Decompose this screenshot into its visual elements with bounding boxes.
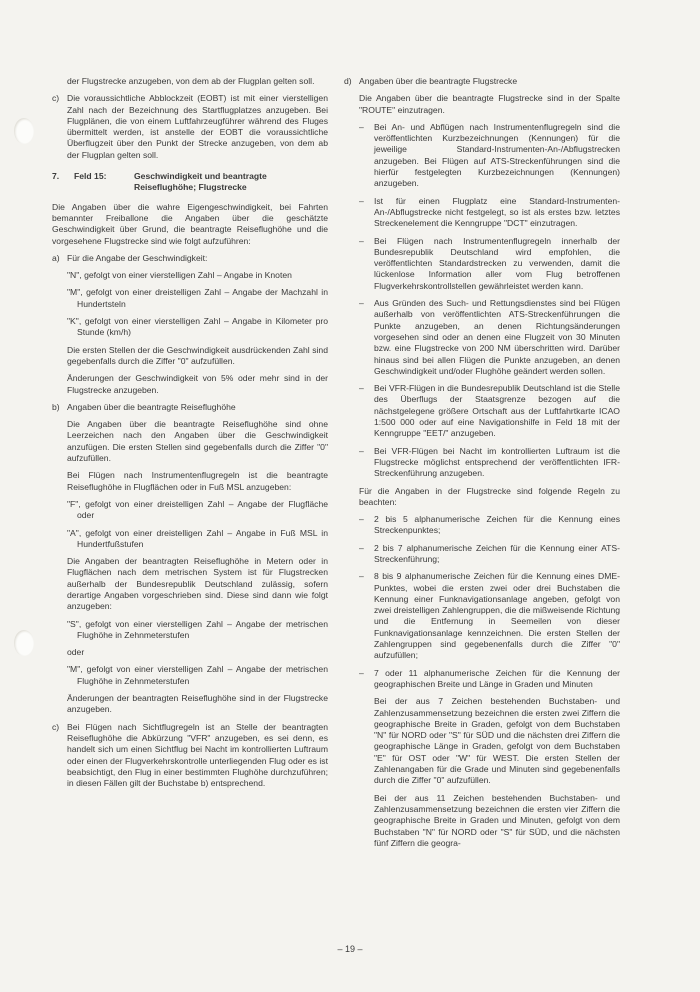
- list-label: c): [52, 721, 60, 732]
- list-item-c: [52, 93, 328, 161]
- bullet-dash: –: [359, 571, 364, 582]
- paragraph: Die Angaben über die beantragte Flugstrecke sind in der Spalte "ROUTE" einzutragen.: [359, 93, 620, 115]
- bullet-text: 7 oder 11 alphanumerische Zeichen für die Kennung der geographischen Breite und Länge in Graden und Minuten: [374, 667, 620, 689]
- bullet-dash: –: [359, 298, 364, 309]
- list-label: d): [344, 76, 352, 86]
- punch-hole: [14, 118, 34, 144]
- bullet-body: [374, 668, 620, 855]
- code-line: "N", gefolgt von einer vierstelligen Zahl – Angabe in Knoten: [67, 270, 292, 281]
- bullet-dash: –: [359, 121, 364, 132]
- paragraph: Für die Angaben in der Flugstrecke sind folgende Regeln zu beachten:: [359, 485, 620, 507]
- bullet-text: Bei Flügen nach Instrumentenflugregeln innerhalb der Bundesrepublik Deutschland wird empfohlen, die veröffentlichten Standardstrecken zu verwenden, damit die lückenlose Information aller vom Flug betroffenen Flugverkehrskontrollstellen gewährleistet werden kann.: [374, 235, 620, 291]
- list-label: b): [52, 401, 60, 412]
- bullet-dash: –: [359, 667, 364, 678]
- bullet-dash: –: [359, 235, 364, 246]
- paragraph: Die Angaben der beantragten Reiseflughöhe in Metern oder in Flugflächen nach dem metrischen System ist für Flugstrecken außerhalb der Bundesrepublik Deutschland zulässig, sofern derartige Angaben vorgeschrieben sind. Diese sind dann wie folgt anzugeben:: [67, 556, 328, 612]
- bullet-dash: –: [359, 383, 364, 394]
- bullet-text: Bei VFR-Flügen bei Nacht im kontrollierten Luftraum ist die Flugstrecke möglichst entsprechend der veröffentlichten IFR-Streckenführung anzugeben.: [374, 445, 620, 479]
- bullet-text: Bei An- und Abflügen nach Instrumentenflugregeln sind die veröffentlichten Kurzbezeichnungen (Kennungen) für die jeweilige Standard-Instrumenten-An-/Abflugstrecken anzugeben. Bei Flügen auf ATS-Streckenführungen sind die hierfür festgelegten Kurzbezeichnungen (Kennungen) anzugeben.: [374, 121, 620, 189]
- code-line: "A", gefolgt von einer dreistelligen Zahl – Angabe in Fuß MSL in Hundertfußstufen: [67, 527, 328, 549]
- list-item-d: [344, 76, 620, 87]
- list-label: a): [52, 252, 60, 263]
- bullet-dash: –: [359, 445, 364, 456]
- code-line: "F", gefolgt von einer dreistelligen Zahl – Angabe der Flugfläche oder: [67, 498, 328, 521]
- bullet-item: [344, 236, 620, 292]
- list-text: Angaben über die beantragte Flugstrecke: [359, 76, 518, 86]
- page-number: – 19 –: [337, 944, 363, 954]
- bullet-text: Ist für einen Flugplatz eine Standard-Instrumenten-An-/Abflugstrecke nicht festgelegt, so ist als erstes bzw. letztes Streckenelement die Kenngruppe "DCT" einzutragen.: [374, 195, 620, 229]
- bullet-item: [344, 514, 620, 537]
- punch-hole: [14, 630, 34, 656]
- list-text: Angaben über die beantragte Reiseflughöhe: [67, 401, 236, 412]
- paragraph: Bei der aus 7 Zeichen bestehenden Buchstaben- und Zahlenzusammensetzung bezeichnen die ersten zwei Ziffern die geographische Breite in Graden, gefolgt von dem Buchstaben "N" für NORD oder "S" für SÜD und die nächsten drei Ziffern die geographische Länge in Graden, gefolgt von dem Buchstaben "E" für OST oder "W" für WEST. Die ersten Stellen der Zahlenangaben für die Grade und Minuten sind gegebenenfalls durch die Ziffer "0" aufzufüllen.: [374, 696, 620, 786]
- bullet-text: 2 bis 7 alphanumerische Zeichen für die Kennung einer ATS-Streckenführung;: [374, 542, 620, 564]
- section-field: Feld 15:: [74, 171, 107, 182]
- paragraph: Die Angaben über die beantragte Reiseflughöhe sind ohne Leerzeichen nach den Angaben über die Geschwindigkeit anzufügen. Die ersten Stellen sind gegebenfalls durch die Ziffer "0" aufzufüllen.: [67, 419, 328, 464]
- bullet-dash: –: [359, 195, 364, 206]
- section-heading: [52, 171, 328, 194]
- paragraph: Bei Flügen nach Instrumentenflugregeln ist die beantragte Reiseflughöhe in Flugflächen oder in Fuß MSL anzugeben:: [67, 470, 328, 492]
- bullet-item: [344, 543, 620, 566]
- code-line: "S", gefolgt von einer vierstelligen Zahl – Angabe der metrischen Flughöhe in Zehnmeterstufen: [67, 618, 328, 640]
- bullet-item: [344, 298, 620, 377]
- bullet-item: [344, 571, 620, 661]
- bullet-text: 8 bis 9 alphanumerische Zeichen für die Kennung eines DME-Punktes, wobei die ersten zwei oder drei Buchstaben die Kennung einer Funknavigationsanlage angeben, gefolgt von zwei dreistelligen Zahlengruppen, die die mißweisende Richtung und die Entfernung in Seemeilen von dieser Funknavigationsanlage kennzeichnen. Die ersten Stellen der Zahlengruppen sind gegebenenfalls durch die Ziffer "0" aufzufüllen;: [374, 571, 620, 661]
- paragraph: der Flugstrecke anzugeben, von dem ab der Flugplan gelten soll.: [67, 76, 315, 86]
- code-line: "M", gefolgt von einer vierstelligen Zahl – Angabe der metrischen Flughöhe in Zehnmeterstufen: [67, 664, 328, 686]
- paragraph: Bei der aus 11 Zeichen bestehenden Buchstaben- und Zahlenzusammensetzung bezeichnen die ersten vier Ziffern die geographische Breite in Graden und Minuten, gefolgt von dem Buchstaben "N" für NORD oder "S" für SÜD, und die nächsten fünf Ziffern die geogra-: [374, 792, 620, 848]
- bullet-item: [344, 122, 620, 190]
- list-item-a: [52, 253, 328, 264]
- left-column: [52, 76, 328, 795]
- paragraph: Die Angaben über die wahre Eigengeschwindigkeit, bei Fahrten bemannter Freiballone die Angaben über die geschätzte Geschwindigkeit über Grund, die beantragte Reiseflughöhe und die vorgesehene Flugstrecke sind wie folgt aufzuführen:: [52, 201, 328, 246]
- code-line: "K", gefolgt von einer vierstelligen Zahl – Angabe in Kilometer pro Stunde (km/h): [67, 316, 328, 338]
- code-line: "M", gefolgt von einer dreistelligen Zahl – Angabe der Machzahl in Hundertsteln: [67, 287, 328, 309]
- list-text: Bei Flügen nach Sichtflugregeln ist an Stelle der beantragten Reiseflughöhe die Abkürzung "VFR" anzugeben, es sei denn, es handelt sich um einen Sichtflug bei Nacht im kontrollierten Luftraum oder einen der Flugverkehrskontrolle unterliegenden Flug oder es ist beabsichtigt, den Flug in einer bestimmten Flughöhe durchzuführen; in diesen Fällen gilt der Buchstabe b) entsprechend.: [67, 721, 328, 789]
- bullet-dash: –: [359, 514, 364, 525]
- section-title: Geschwindigkeit und beantragte Reiseflughöhe; Flugstrecke: [134, 171, 267, 193]
- section-number: 7.: [52, 171, 60, 182]
- list-text: Die voraussichtliche Abblockzeit (EOBT) ist mit einer vierstelligen Zahl nach der Bezeichnung des Startflugplatzes anzugeben. Bei Flugplänen, die von einem Luftfahrzeugführer während des Fluges übermittelt werden, ist anstelle der EOBT die voraussichtliche Überflugzeit über den Punkt der Strecke anzugeben, von dem ab der Flugplan gelten soll.: [67, 93, 328, 160]
- bullet-dash: –: [359, 542, 364, 553]
- conjunction: oder: [67, 647, 85, 658]
- paragraph: Änderungen der Geschwindigkeit von 5% oder mehr sind in der Flugstrecke anzugeben.: [67, 373, 328, 395]
- bullet-item: [344, 668, 620, 855]
- bullet-item: [344, 383, 620, 439]
- list-item-b: [52, 402, 328, 413]
- bullet-text: 2 bis 5 alphanumerische Zeichen für die Kennung eines Streckenpunktes;: [374, 514, 620, 536]
- list-label: c): [52, 93, 60, 104]
- list-text: Für die Angabe der Geschwindigkeit:: [67, 252, 208, 263]
- bullet-text: Bei VFR-Flügen in die Bundesrepublik Deutschland ist die Stelle des Überflugs der Staatsgrenze bezogen auf die nächstgelegene größere Ortschaft aus der Luftfahrtkarte ICAO 1:500 000 oder auf eine Navigationshilfe in Feld 18 mit der Kenngruppe "EET/" anzugeben.: [374, 383, 620, 439]
- right-column: [344, 76, 620, 861]
- paragraph: Die ersten Stellen der die Geschwindigkeit ausdrückenden Zahl sind gegebenfalls durch die Ziffer "0" aufzufüllen.: [67, 344, 328, 366]
- bullet-item: [344, 446, 620, 480]
- list-item-c2: [52, 722, 328, 790]
- paragraph: Änderungen der beantragten Reiseflughöhe sind in der Flugstrecke anzugeben.: [67, 693, 328, 715]
- bullet-item: [344, 196, 620, 230]
- bullet-text: Aus Gründen des Such- und Rettungsdienstes sind bei Flügen außerhalb von veröffentlichten ATS-Streckenführungen die Punkte anzugeben, an denen Richtungsänderungen vorgesehen sind oder an denen eine Flugzeit von 30 Minuten bzw. eine Flugstrecke von 200 NM überschritten wird. Darüber hinaus sind bei allen Flügen die Punkte anzugeben, an denen Geschwindigkeit und/oder Flughöhe geändert werden sollen.: [374, 298, 620, 376]
